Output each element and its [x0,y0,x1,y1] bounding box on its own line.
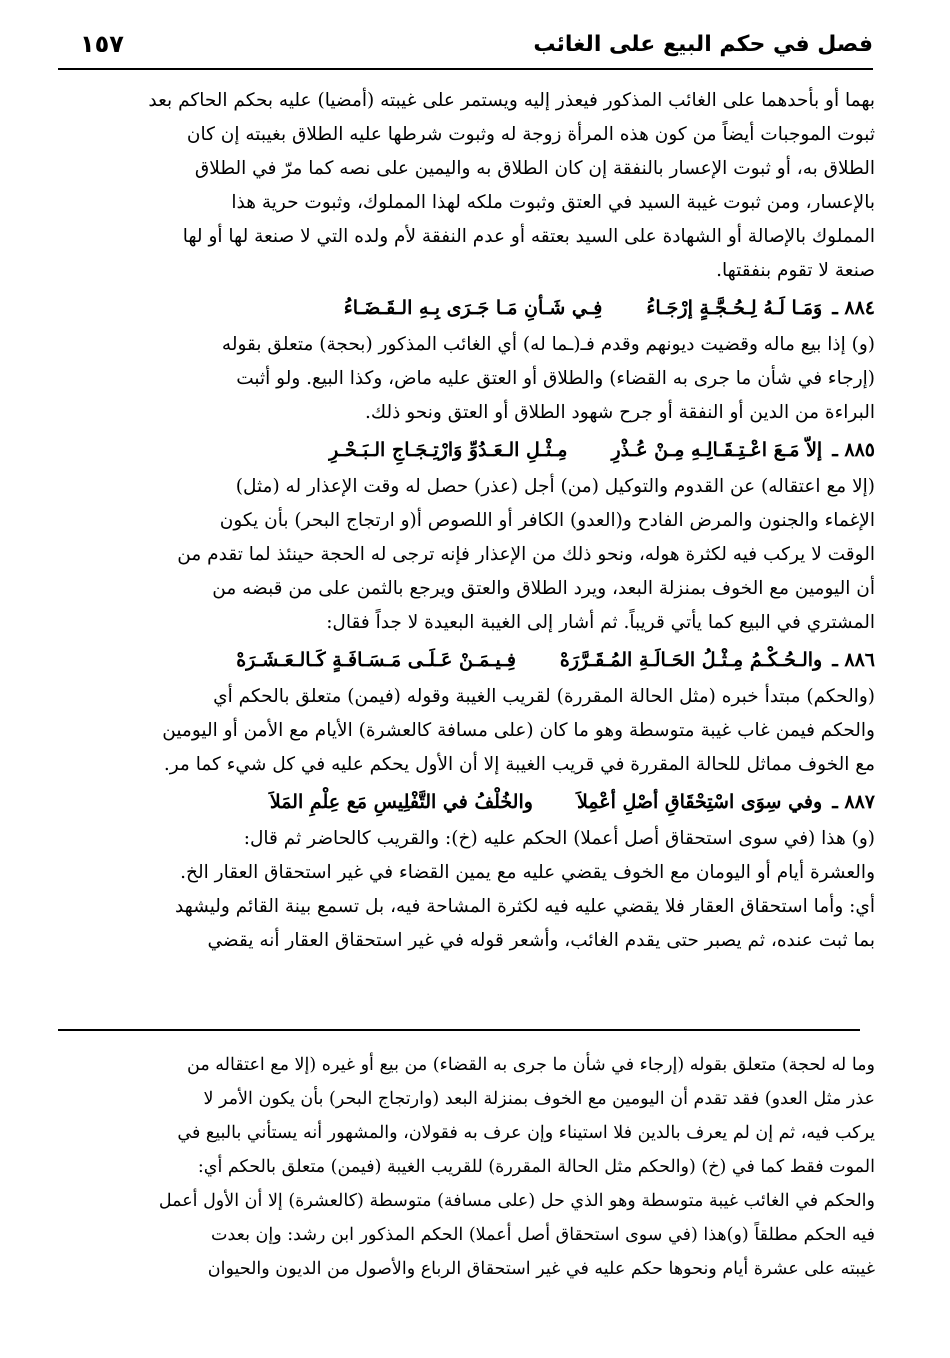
text-line: (و) إذا بيع ماله وقضيت ديونهم وقدم فـ(ـما له) أي الغائب المذكور (بحجة) متعلق بقوله [221,334,875,355]
footnote-line: غيبته على عشرة أيام ونحوها حكم عليه في غير استحقاق الرباع والأصول من الديون والحيوان [207,1259,875,1279]
verse-first-half: وَمَـا لَـهُ لِـحُـجَّـةٍ إرْجَـاءُ [646,297,823,319]
text-line: الوقت لا يركب فيه لكثرة هوله، ونحو ذلك من الإعذار فإنه ترجى له الحجة حينئذ لما تقدم من [177,544,875,565]
verse-number: ٨٨٥ ـ [832,439,875,461]
page-number: ١٥٧ [80,30,124,58]
text-line: البراءة من الدين أو النفقة أو جرح شهود الطلاق أو العتق ونحو ذلك. [365,402,875,423]
text-line: المشتري في البيع كما يأتي قريباً. ثم أشار إلى الغيبة البعيدة لا جداً فقال: [326,612,875,633]
text-line: (والحكم) مبتدأ خبره (مثل الحالة المقررة) لقريب الغيبة وقوله (فيمن) متعلق بالحكم أي [213,686,875,707]
footnote-line: الموت فقط كما في (خ) (والحكم مثل الحالة المقررة) للقريب الغيبة (فيمن) متعلق بالحكم أي: [197,1157,875,1177]
verse-second-half: فِـي شَـأنِ مَـا جَـرَى بِـهِ الـقَـضَـاءُ [343,297,603,319]
text-line: أي: وأما استحقاق العقار فلا يقضي عليه فيه لكثرة المشاحة فيه، بل تسمع بينة القائم وليشهد [174,896,875,917]
verse-second-half: فِـيـمَـنْ عَـلَـى مَـسَـافَـةٍ كَـالـعَـشَـرَهْ [236,649,516,671]
text-line: صنعة لا تقوم بنفقتها. [716,260,875,281]
footnote-separator [58,1029,860,1031]
text-line: مع الخوف مماثل للحالة المقررة في قريب الغيبة إلا أن الأول يحكم عليه في كل شيء كما مر. [163,754,875,775]
text-line: المملوك بالإصالة أو الشهادة على السيد بعتقه أو عدم النفقة لأم ولده التي لا صنعة لها أو لها [182,226,875,247]
verse-884 [63,288,875,328]
verse-887 [63,782,875,822]
text-line: والعشرة أيام أو اليومان مع الخوف يقضي عليه مع يمين القضاء في غير استحقاق العقار الخ. [180,862,875,883]
running-title: فصل في حكم البيع على الغائب [533,32,873,57]
verse-886 [63,640,875,680]
footnote-line: والحكم في الغائب غيبة متوسطة وهو الذي حل (على مسافة) متوسطة (كالعشرة) إلا أن الأول أعمل [158,1191,875,1211]
footnote-line: عذر مثل العدو) فقد تقدم أن اليومين مع الخوف بمنزلة البعد (وارتجاج البحر) بأن يكون الأمر لا [203,1089,875,1109]
text-line: أن اليومين مع الخوف بمنزلة البعد، ويرد الطلاق والعتق ويرجع بالثمن على من قبضه من [212,578,875,599]
verse-885 [63,430,875,470]
text-line: ثبوت الموجبات أيضاً من كون هذه المرأة زوجة له وثبوت شرطها عليه الطلاق بغيبته إن كان [186,124,875,145]
verse-first-half: وفي سِوَى اسْتِحْقَاقِ أصْلِ أعْمِلاَ [576,791,823,813]
verse-first-half: إلاّ مَـعَ اعْـتِـقَـالِـهِ مِـنْ عُـذْرِ [611,439,823,461]
page-header [58,30,873,70]
text-line: بالإعسار، ومن ثبوت غيبة السيد في العتق وثبوت ملكه لهذا المملوك، وثبوت حرية هذا [231,192,875,213]
text-line: (و) هذا (في سوى استحقاق أصل أعملا) الحكم عليه (خ): والقريب كالحاضر ثم قال: [243,828,875,849]
text-line: (إلا مع اعتقاله) عن القدوم والتوكيل (من) أجل (عذر) حصل له وقت الإعذار له (مثل) [235,476,875,497]
verse-number: ٨٨٦ ـ [832,649,875,671]
verse-second-half: مِـثْـلِ الـعَـدُوِّ وَارْتِـجَـاجِ الـبَـحْـرِ [329,439,568,461]
text-line: بهما أو بأحدهما على الغائب المذكور فيعذر إليه ويستمر على غيبته (أمضيا) عليه بحكم الحاكم بعد [148,90,875,111]
text-line: (إرجاء في شأن ما جرى به القضاء) والطلاق أو العتق عليه ماض، وكذا البيع. ولو أثبت [236,368,875,389]
main-text [63,84,875,958]
text-line: بما ثبت عنده، ثم يصبر حتى يقدم الغائب، وأشعر قوله في غير استحقاق العقار أنه يقضي [207,930,875,951]
text-line: الإغماء والجنون والمرض الفادح و(العدو) الكافر أو اللصوص أ(و ارتجاج البحر) بأن يكون [219,510,875,531]
verse-number: ٨٨٤ ـ [832,297,875,319]
text-line: والحكم فيمن غاب غيبة متوسطة وهو ما كان (على مسافة كالعشرة) الأيام مع الأمن أو اليومين [162,720,875,741]
text-line: الطلاق به، أو ثبوت الإعسار بالنفقة إن كان الطلاق به واليمين على نصه كما مرّ في الطلاق [194,158,875,179]
footnote-line: وما له لحجة) متعلق بقوله (إرجاء في شأن ما جرى به القضاء) من بيع أو غيره (إلا مع اعتقاله من [187,1055,875,1075]
verse-number: ٨٨٧ ـ [832,791,875,813]
footnotes [63,1048,875,1286]
verse-second-half: والخُلْفُ في التَّفْلِيسِ مَع عِلْمِ المَلاَ [269,791,533,813]
footnote-line: فيه الحكم مطلقاً (و)هذا (في سوى استحقاق أصل أعملا) الحكم المذكور ابن رشد: وإن بعدت [210,1225,875,1245]
footnote-line: يركب فيه، ثم إن لم يعرف بالدين فلا استيناء وإن عرف به فقولان، والمشهور أنه يستأني بالبيع في [177,1123,875,1143]
verse-first-half: والـحُـكْـمُ مِـثْـلُ الحَـالَـةِ المُـقَـرَّرَهْ [559,649,823,671]
